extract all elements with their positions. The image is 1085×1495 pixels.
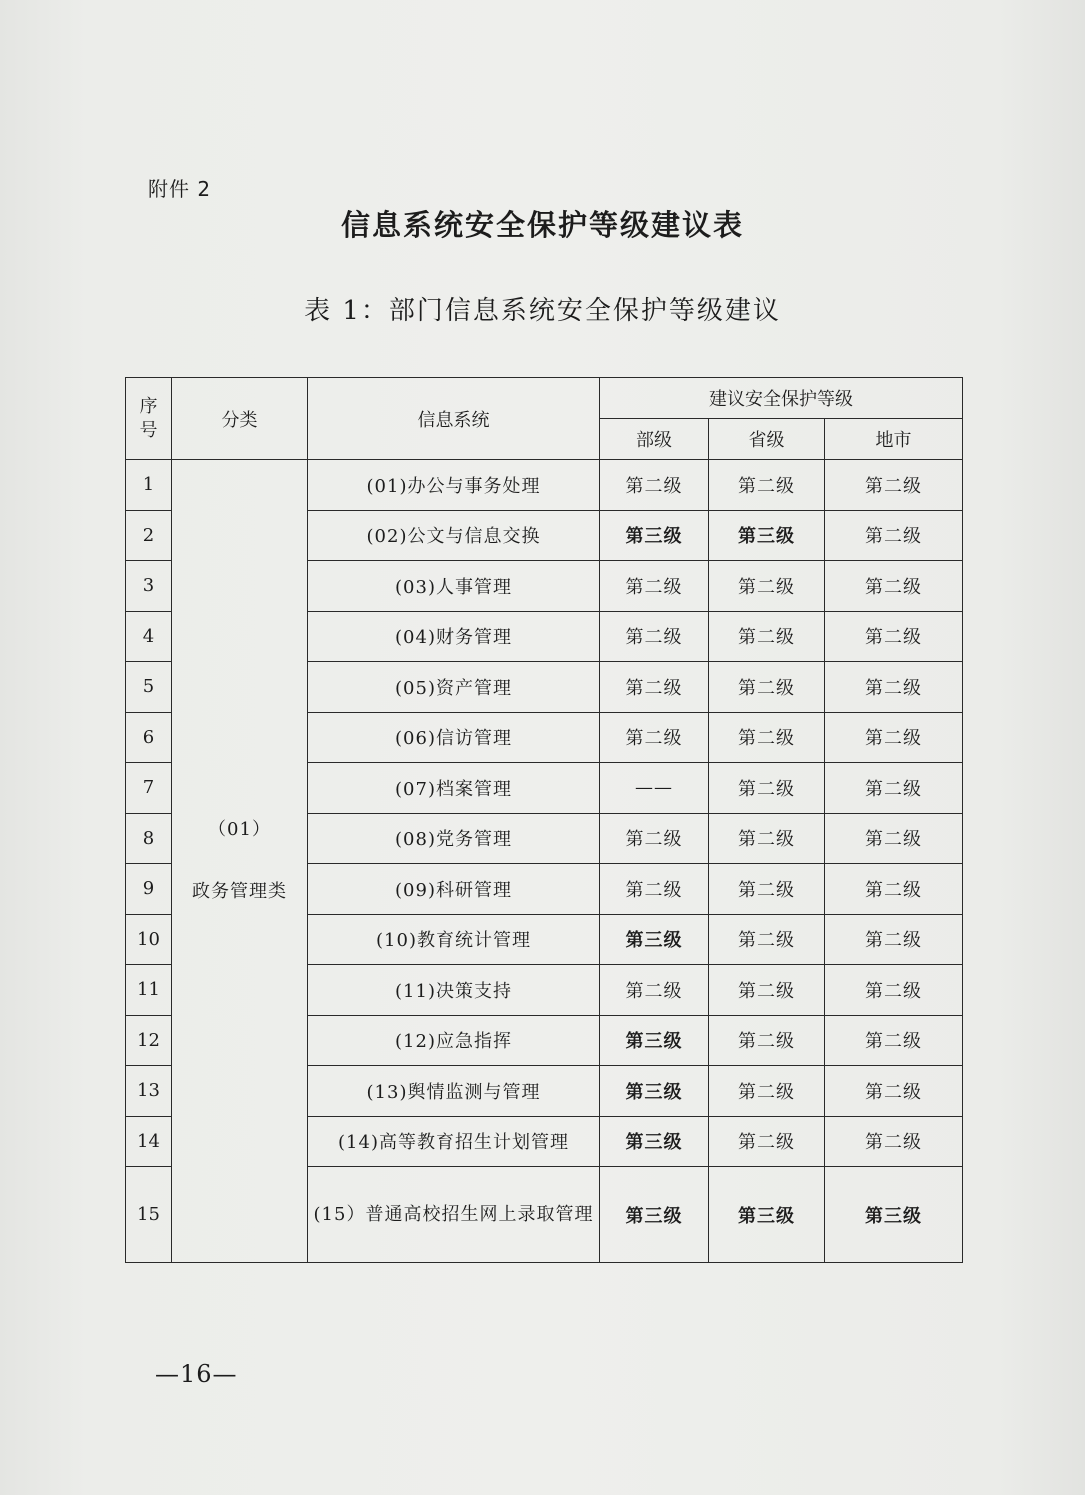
cell-seq: 5 (126, 662, 172, 713)
cell-system: (10)教育统计管理 (308, 914, 600, 965)
cell-province-grade: 第二级 (709, 561, 825, 612)
cell-ministry-grade: 第三级 (600, 1015, 709, 1066)
document-title: 信息系统安全保护等级建议表 (340, 208, 744, 242)
cell-system: (03)人事管理 (308, 561, 600, 612)
header-grade-group: 建议安全保护等级 (600, 378, 963, 419)
cell-province-grade: 第二级 (709, 460, 825, 511)
cell-city-grade: 第二级 (825, 561, 963, 612)
header-city: 地市 (825, 419, 963, 460)
attachment-label: 附件 2 (148, 177, 212, 201)
cell-system: (15）普通高校招生网上录取管理 (308, 1167, 600, 1263)
cell-system: (13)舆情监测与管理 (308, 1066, 600, 1117)
cell-ministry-grade: 第二级 (600, 813, 709, 864)
cell-seq: 7 (126, 763, 172, 814)
category-code: （01） (208, 819, 271, 840)
cell-city-grade: 第二级 (825, 1066, 963, 1117)
cell-city-grade: 第二级 (825, 914, 963, 965)
table-subtitle: 表 1：部门信息系统安全保护等级建议 (304, 296, 781, 326)
cell-city-grade: 第二级 (825, 864, 963, 915)
cell-ministry-grade: 第三级 (600, 1116, 709, 1167)
cell-seq: 12 (126, 1015, 172, 1066)
cell-province-grade: 第二级 (709, 712, 825, 763)
cell-category (172, 460, 308, 1263)
cell-province-grade: 第二级 (709, 1015, 825, 1066)
cell-seq: 3 (126, 561, 172, 612)
cell-province-grade: 第二级 (709, 965, 825, 1016)
cell-seq: 11 (126, 965, 172, 1016)
cell-seq: 13 (126, 1066, 172, 1117)
cell-system: (11)决策支持 (308, 965, 600, 1016)
cell-system: (09)科研管理 (308, 864, 600, 915)
cell-ministry-grade: 第二级 (600, 712, 709, 763)
header-category: 分类 (172, 378, 308, 460)
page-number: —16— (155, 1360, 238, 1388)
cell-city-grade: 第二级 (825, 763, 963, 814)
cell-system: (06)信访管理 (308, 712, 600, 763)
cell-city-grade: 第三级 (825, 1167, 963, 1263)
cell-system: (02)公文与信息交换 (308, 510, 600, 561)
cell-city-grade: 第二级 (825, 662, 963, 713)
cell-seq: 14 (126, 1116, 172, 1167)
cell-ministry-grade: 第二级 (600, 864, 709, 915)
cell-province-grade: 第二级 (709, 914, 825, 965)
cell-province-grade: 第二级 (709, 1066, 825, 1117)
cell-seq: 9 (126, 864, 172, 915)
cell-ministry-grade: 第三级 (600, 1066, 709, 1117)
cell-province-grade: 第二级 (709, 611, 825, 662)
cell-ministry-grade: 第二级 (600, 460, 709, 511)
header-system: 信息系统 (308, 378, 600, 460)
cell-system: (04)财务管理 (308, 611, 600, 662)
cell-ministry-grade: 第三级 (600, 510, 709, 561)
cell-seq: 10 (126, 914, 172, 965)
cell-seq: 4 (126, 611, 172, 662)
security-grade-table (125, 377, 963, 1263)
category-name: 政务管理类 (192, 881, 287, 902)
cell-seq: 2 (126, 510, 172, 561)
header-ministry: 部级 (600, 419, 709, 460)
cell-ministry-grade: —— (600, 763, 709, 814)
cell-city-grade: 第二级 (825, 1015, 963, 1066)
cell-seq: 15 (126, 1167, 172, 1263)
cell-province-grade: 第二级 (709, 662, 825, 713)
cell-province-grade: 第二级 (709, 864, 825, 915)
header-province: 省级 (709, 419, 825, 460)
cell-city-grade: 第二级 (825, 965, 963, 1016)
cell-ministry-grade: 第三级 (600, 914, 709, 965)
cell-city-grade: 第二级 (825, 1116, 963, 1167)
cell-province-grade: 第二级 (709, 813, 825, 864)
table-header-row (126, 378, 963, 419)
cell-ministry-grade: 第二级 (600, 611, 709, 662)
header-seq: 序 号 (126, 378, 172, 460)
cell-province-grade: 第三级 (709, 510, 825, 561)
cell-province-grade: 第二级 (709, 1116, 825, 1167)
cell-ministry-grade: 第二级 (600, 561, 709, 612)
cell-system: (14)高等教育招生计划管理 (308, 1116, 600, 1167)
cell-city-grade: 第二级 (825, 813, 963, 864)
cell-province-grade: 第三级 (709, 1167, 825, 1263)
cell-system: (01)办公与事务处理 (308, 460, 600, 511)
cell-seq: 6 (126, 712, 172, 763)
cell-ministry-grade: 第二级 (600, 662, 709, 713)
cell-seq: 8 (126, 813, 172, 864)
cell-system: (07)档案管理 (308, 763, 600, 814)
cell-system: (12)应急指挥 (308, 1015, 600, 1066)
cell-city-grade: 第二级 (825, 712, 963, 763)
cell-city-grade: 第二级 (825, 460, 963, 511)
cell-city-grade: 第二级 (825, 611, 963, 662)
cell-ministry-grade: 第三级 (600, 1167, 709, 1263)
cell-seq: 1 (126, 460, 172, 511)
cell-ministry-grade: 第二级 (600, 965, 709, 1016)
table-row (126, 460, 963, 511)
cell-system: (05)资产管理 (308, 662, 600, 713)
cell-system: (08)党务管理 (308, 813, 600, 864)
cell-city-grade: 第二级 (825, 510, 963, 561)
cell-province-grade: 第二级 (709, 763, 825, 814)
